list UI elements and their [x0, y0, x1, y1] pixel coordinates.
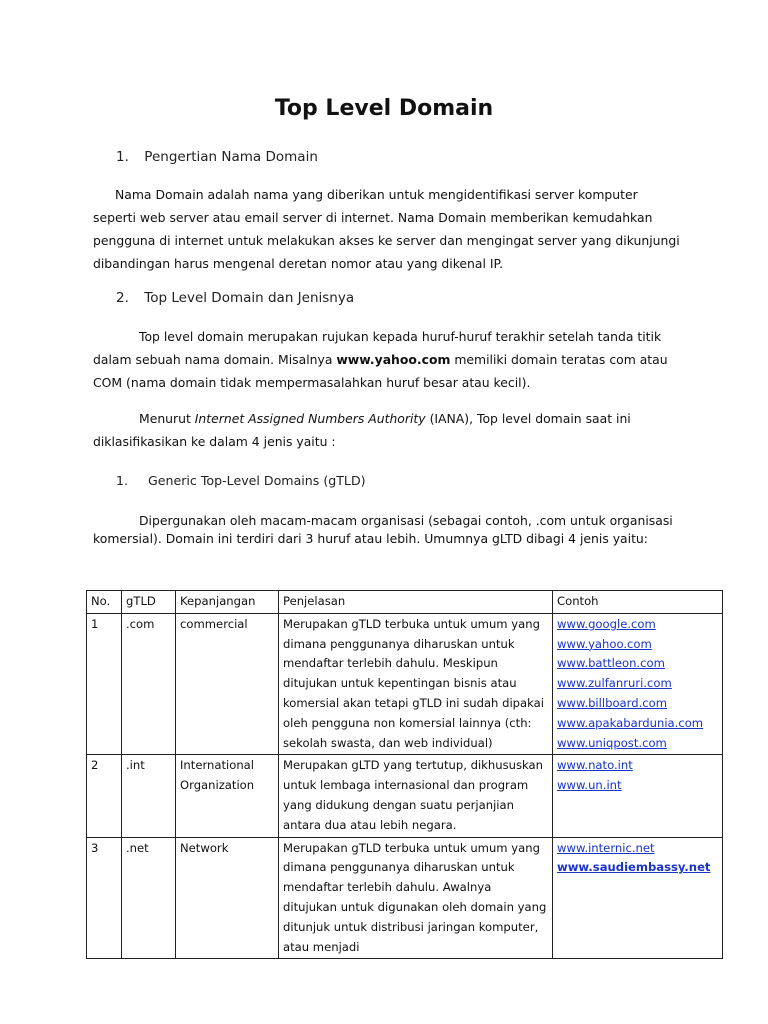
section-title: Generic Top-Level Domains (gTLD) — [148, 473, 366, 488]
cell-contoh — [553, 755, 723, 837]
section-number: 1. — [116, 149, 129, 165]
example-link[interactable]: www.un.int — [557, 778, 622, 793]
paragraph-gtld-description: Dipergunakan oleh macam-macam organisasi (sebagai contoh, .com untuk organisasi komersial). Domain ini terdiri dari 3 huruf atau lebih. Umumnya gLTD dibagi 4 jenis yaitu: — [93, 513, 673, 546]
gtld-table — [86, 590, 723, 959]
example-link[interactable]: www.saudiembassy.net — [557, 860, 711, 875]
example-link[interactable]: www.yahoo.com — [557, 636, 652, 651]
cell-penjelasan: Merupakan gLTD yang tertutup, dikhususkan untuk lembaga internasional dan program yang didukung dengan suatu perjanjian antara dua atau lebih negara. — [279, 755, 553, 837]
cell-kepanjangan: commercial — [176, 613, 279, 755]
cell-no: 2 — [87, 755, 122, 837]
example-link[interactable]: www.apakabardunia.com — [557, 715, 704, 730]
example-domain: www.yahoo.com — [336, 352, 451, 367]
cell-gtld: .net — [122, 837, 176, 959]
text-fragment: Top level domain merupakan rujukan kepada huruf-huruf terakhir setelah tanda titik dalam sebuah nama domain. Misalnya — [93, 329, 662, 367]
section-number: 2. — [116, 290, 129, 306]
iana-name: Internet Assigned Numbers Authority — [194, 411, 426, 426]
example-link[interactable]: www.battleon.com — [557, 656, 665, 671]
example-link[interactable]: www.zulfanruri.com — [557, 676, 672, 691]
table-header-row — [87, 591, 723, 614]
header-contoh: Contoh — [553, 591, 723, 614]
section-heading-1 — [116, 149, 318, 165]
cell-kepanjangan: International Organization — [176, 755, 279, 837]
paragraph-domain-definition: Nama Domain adalah nama yang diberikan untuk mengidentifikasi server komputer seperti web server atau email server di internet. Nama Domain memberikan kemudahkan pengguna di internet untuk melakukan akses ke server dan mengingat server yang dikunjungi dibandingan harus mengenal deretan nomor atau yang dikenal IP. — [93, 187, 680, 271]
table-row — [87, 755, 723, 837]
cell-kepanjangan: Network — [176, 837, 279, 959]
section-number: 1. — [116, 473, 129, 488]
header-no: No. — [87, 591, 122, 614]
example-link[interactable]: www.internic.net — [557, 840, 655, 855]
cell-contoh — [553, 837, 723, 959]
example-link[interactable]: www.nato.int — [557, 758, 633, 773]
example-link[interactable]: www.billboard.com — [557, 695, 668, 710]
header-kepanjangan: Kepanjangan — [176, 591, 279, 614]
cell-penjelasan: Merupakan gTLD terbuka untuk umum yang dimana penggunanya diharuskan untuk mendaftar terlebih dahulu. Meskipun ditujukan untuk kepentingan bisnis atau komersial akan tetapi gTLD ini sudah dipakai oleh pengguna non komersial lainnya (cth: sekolah swasta, dan web individual) — [279, 613, 553, 755]
page-title: Top Level Domain — [274, 96, 494, 121]
example-link[interactable]: www.google.com — [557, 616, 656, 631]
cell-no: 1 — [87, 613, 122, 755]
text-fragment: Menurut — [139, 411, 195, 426]
table-row — [87, 837, 723, 959]
section-title: Pengertian Nama Domain — [144, 149, 318, 165]
paragraph-iana — [93, 407, 683, 453]
paragraph-tld-intro — [93, 325, 683, 394]
cell-no: 3 — [87, 837, 122, 959]
text-fragment: memiliki domain teratas com atau COM (nama domain tidak mempermasalahkan huruf besar atau kecil). — [93, 352, 668, 390]
table-row — [87, 613, 723, 755]
cell-gtld: .com — [122, 613, 176, 755]
cell-gtld: .int — [122, 755, 176, 837]
section-title: Top Level Domain dan Jenisnya — [144, 290, 355, 306]
example-link[interactable]: www.uniqpost.com — [557, 735, 667, 750]
cell-contoh — [553, 613, 723, 755]
section-heading-2 — [116, 290, 354, 306]
header-gtld: gTLD — [122, 591, 176, 614]
text-fragment: (IANA), Top level domain saat ini diklasifikasikan ke dalam 4 jenis yaitu : — [93, 411, 631, 449]
subsection-heading-gtld — [116, 473, 366, 488]
header-penjelasan: Penjelasan — [279, 591, 553, 614]
cell-penjelasan: Merupakan gTLD terbuka untuk umum yang dimana penggunanya diharuskan untuk mendaftar terlebih dahulu. Awalnya ditujukan untuk digunakan oleh domain yang ditunjuk untuk distribusi jaringan komputer, atau menjadi — [279, 837, 553, 959]
